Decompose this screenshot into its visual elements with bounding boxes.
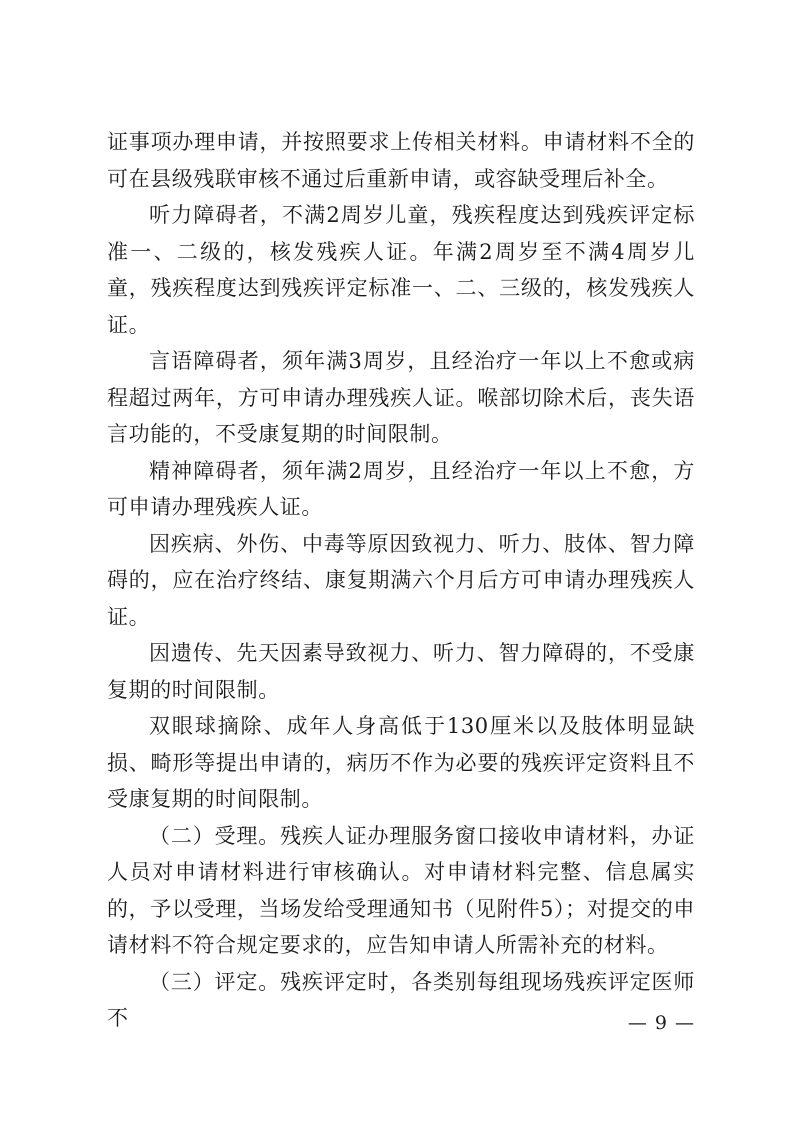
paragraph-eye-removal: 双眼球摘除、成年人身高低于130厘米以及肢体明显缺损、畸形等提出申请的，病历不作为必要的残疾评定资料且不受康复期的时间限制。 [107,714,695,811]
paragraph-acceptance: （二）受理。残疾人证办理服务窗口接收申请材料，办证人员对申请材料进行审核确认。对申请材料完整、信息属实的，予以受理，当场发给受理通知书（见附件5）；对提交的申请材料不符合规定要求的，应告知申请人所需补充的材料。 [107,823,695,957]
body-text [107,124,695,1037]
paragraph-disease-injury: 因疾病、外伤、中毒等原因致视力、听力、肢体、智力障碍的，应在治疗终结、康复期满六个月后方可申请办理残疾人证。 [107,531,695,629]
paragraph-continuation: 证事项办理申请，并按照要求上传相关材料。申请材料不全的可在县级残联审核不通过后重新申请，或容缺受理后补全。 [107,130,695,191]
paragraph-assessment: （三）评定。残疾评定时，各类别每组现场残疾评定医师不 [107,969,695,1030]
paragraph-speech-impairment: 言语障碍者，须年满3周岁，且经治疗一年以上不愈或病程超过两年，方可申请办理残疾人证。喉部切除术后，丧失语言功能的，不受康复期的时间限制。 [107,349,695,446]
page-number: — 9 — [627,1012,695,1034]
paragraph-hearing-impairment: 听力障碍者，不满2周岁儿童，残疾程度达到残疾评定标准一、二级的，核发残疾人证。年满2周岁至不满4周岁儿童，残疾程度达到残疾评定标准一、二、三级的，核发残疾人证。 [107,203,695,337]
paragraph-mental-impairment: 精神障碍者，须年满2周岁，且经治疗一年以上不愈，方可申请办理残疾人证。 [107,458,695,519]
paragraph-hereditary: 因遗传、先天因素导致视力、听力、智力障碍的，不受康复期的时间限制。 [107,641,695,702]
